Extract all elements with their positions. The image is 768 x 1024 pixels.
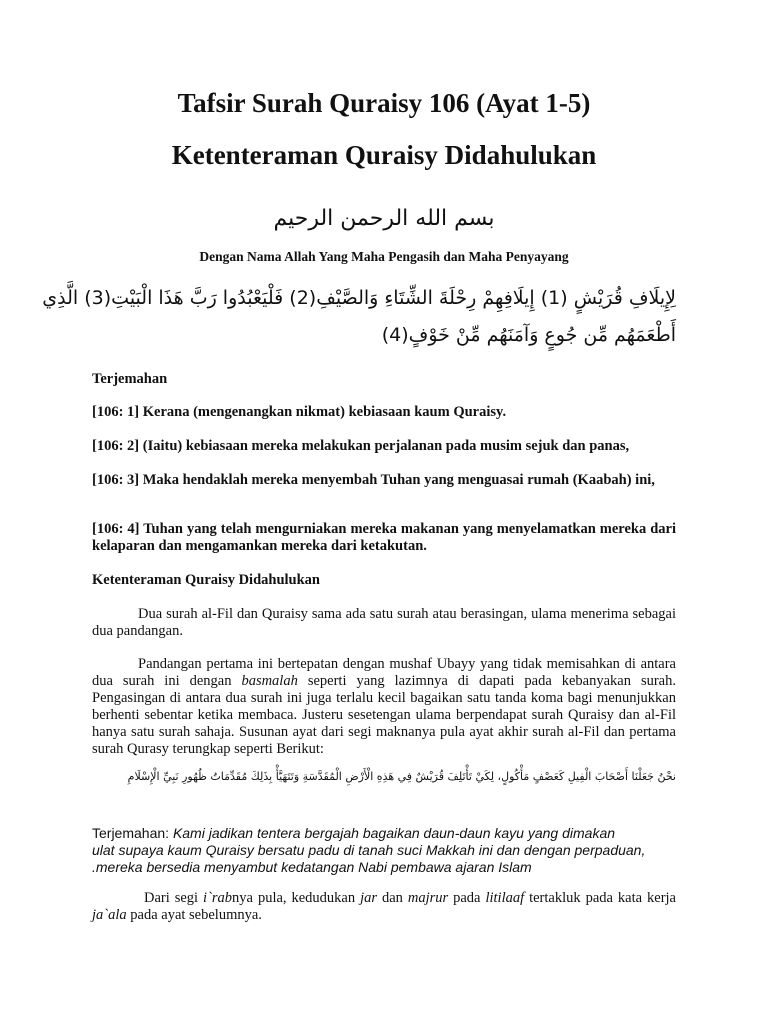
p3-i5: ja`ala	[92, 907, 127, 923]
terjemahan-2-label: Terjemahan:	[92, 825, 173, 841]
document-subtitle: Ketenteraman Quraisy Didahulukan	[171, 140, 597, 170]
p3-i3: majrur	[407, 890, 449, 906]
paragraph-2-text-b: seperti yang lazimnya di dapati pada kebanyakan surah. Pengasingan di antara dua surah ini juga terlalu kecil bagaikan satu tanda koma bagi menunjukkan berhenti sebentar ketika membaca. Justeru sesetengan ulama berpendapat surah Quraisy dan al-Fil hanya satu surah sahaja. Susunan ayat dari segi maknanya pula ayat akhir surah al-Fil dan pertama surah Qurasy terungkap seperti Berikut:	[92, 673, 676, 757]
section-heading: Ketenteraman Quraisy Didahulukan	[92, 572, 320, 588]
verse-2: [106: 2] (Iaitu) kebiasaan mereka melakukan perjalanan pada musim sejuk dan panas,	[92, 438, 630, 454]
ayat-line-1: لِإِيلَافِ قُرَيْشٍ (1) إِيلَافِهِمْ رِحْلَةَ الشِّتَاءِ وَالصَّيْفِ(2) فَلْيَعْبُدُوا رَبَّ هَذَا الْبَيْتِ(3) الَّذِي	[42, 287, 676, 309]
basmalah-translation: Dengan Nama Allah Yang Maha Pengasih dan Maha Penyayang	[199, 249, 569, 264]
verse-4: [106: 4] Tuhan yang telah mengurniakan mereka makanan yang menyelamatkan mereka dari kelaparan dan mengamankan mereka dari ketakutan.	[92, 521, 676, 554]
verse-1: [106: 1] Kerana (mengenangkan nikmat) kebiasaan kaum Quraisy.	[92, 404, 507, 420]
terjemahan-2-text-2: ulat supaya kaum Quraisy bersatu padu di tanah suci Makkah ini dan dengan perpaduan,	[92, 842, 646, 858]
paragraph-1: Dua surah al-Fil dan Quraisy sama ada satu surah atau berasingan, ulama menerima sebagai dua pandangan.	[92, 606, 676, 639]
terjemahan-2	[92, 825, 676, 876]
p3-t6: pada ayat sebelumnya.	[126, 907, 262, 923]
paragraph-2-italic: basmalah	[241, 673, 298, 689]
p3-i2: jar	[360, 890, 377, 906]
terjemahan-heading: Terjemahan	[92, 371, 168, 387]
arabic-quote: نحْنُ جَعَلْنَا أَصْحَابَ الْفِيلِ كَعَصْفٍ مَأْكُولٍ، لِكَيْ تَأْتَلِفَ قُرَيْشٌ فِي هَذِهِ الْأَرْضِ الْمُقَدَّسَةِ وَتَتَهَيَّأْ بِذَلِكَ مُقَدِّمَاتُ ظُهُورِ نَبِيِّ الْإِسْلَامِ	[127, 770, 676, 783]
ayat-line-2: أَطْعَمَهُم مِّن جُوعٍ وَآمَنَهُم مِّنْ خَوْفٍ(4)	[381, 324, 676, 346]
p3-i1: i`rab	[203, 890, 233, 906]
paragraph-2	[92, 656, 676, 758]
basmalah: بسم الله الرحمن الرحيم	[273, 206, 495, 231]
verse-3: [106: 3] Maka hendaklah mereka menyembah Tuhan yang menguasai rumah (Kaabah) ini,	[92, 472, 655, 488]
paragraph-3	[92, 890, 676, 924]
terjemahan-2-line-2	[92, 842, 676, 859]
p3-t5: tertakluk pada kata kerja	[524, 890, 676, 906]
terjemahan-2-line-1	[92, 825, 676, 842]
p3-t4: pada	[448, 890, 486, 906]
terjemahan-2-line-3	[92, 859, 676, 876]
p3-t1: Dari segi	[144, 890, 204, 906]
p3-t2: nya pula, kedudukan	[232, 890, 361, 906]
document-title: Tafsir Surah Quraisy 106 (Ayat 1-5)	[177, 88, 591, 118]
paragraph-2-text-a: Pandangan pertama ini bertepatan dengan mushaf Ubayy yang tidak memisahkan di antara dua surah ini dengan	[92, 656, 676, 689]
terjemahan-2-text-1: Kami jadikan tentera bergajah bagaikan daun-daun kayu yang dimakan	[172, 825, 616, 841]
p3-i4: litilaaf	[485, 890, 525, 906]
terjemahan-2-text-3: .mereka bersedia menyambut kedatangan Nabi pembawa ajaran Islam	[92, 859, 532, 875]
p3-t3: dan	[377, 890, 408, 906]
